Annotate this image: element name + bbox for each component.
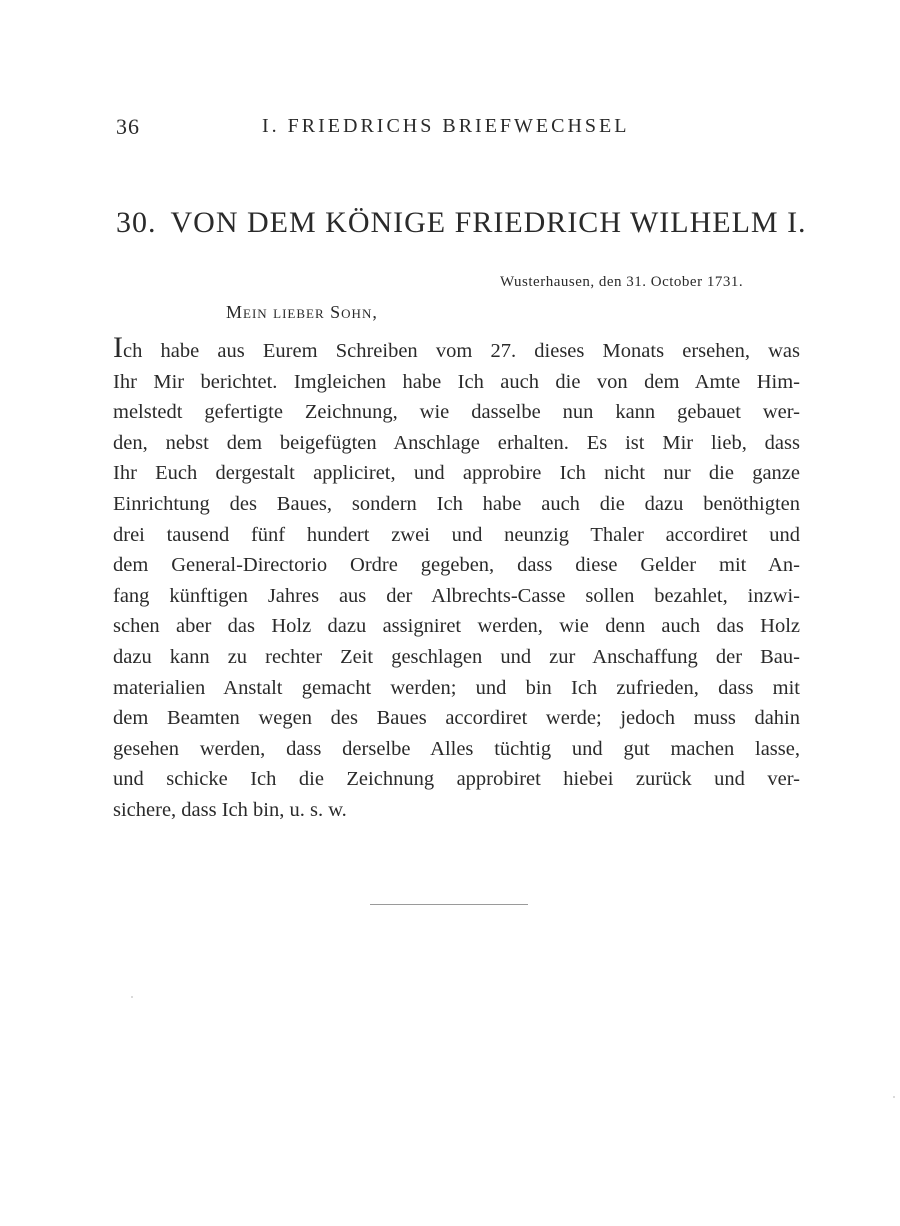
salutation: Mein lieber Sohn,	[226, 302, 378, 322]
running-head	[116, 114, 796, 146]
letter-line: dem General-Directorio Ordre gegeben, dass diese Gelder mit An-	[113, 554, 800, 577]
letter-line: den, nebst dem beigefügten Anschlage erhalten. Es ist Mir lieb, dass	[113, 431, 800, 454]
drop-initial: I	[113, 331, 123, 364]
letter-line: dazu kann zu rechter Zeit geschlagen und zur Anschaffung der Bau-	[113, 645, 800, 668]
letter-line: sichere, dass Ich bin, u. s. w.	[113, 798, 347, 821]
letter-line: Ihr Euch dergestalt appliciret, und approbire Ich nicht nur die ganze	[113, 462, 800, 485]
running-title: I. FRIEDRICHS BRIEFWECHSEL	[262, 115, 630, 137]
scan-speck	[131, 996, 133, 998]
chapter-heading	[116, 206, 816, 240]
letter-line	[113, 331, 800, 367]
letter-line: gesehen werden, dass derselbe Alles tüchtig und gut machen lasse,	[113, 737, 800, 760]
letter-line-text: ch habe aus Eurem Schreiben vom 27. dieses Monats ersehen, was	[123, 340, 800, 362]
letter-line: schen aber das Holz dazu assigniret werden, wie denn auch das Holz	[113, 615, 800, 638]
chapter-title: VON DEM KÖNIGE FRIEDRICH WILHELM I.	[170, 206, 807, 239]
chapter-number: 30.	[116, 206, 157, 239]
letter-line: Ihr Mir berichtet. Imgleichen habe Ich auch die von dem Amte Him-	[113, 370, 800, 393]
page-number: 36	[116, 114, 140, 139]
letter-line: und schicke Ich die Zeichnung approbiret hiebei zurück und ver-	[113, 768, 800, 791]
letter-line: Einrichtung des Baues, sondern Ich habe auch die dazu benöthigten	[113, 492, 800, 515]
letter-line: drei tausend fünf hundert zwei und neunzig Thaler accordiret und	[113, 523, 800, 546]
dateline: Wusterhausen, den 31. October 1731.	[500, 274, 744, 290]
letter-body	[113, 331, 800, 826]
letter-line: dem Beamten wegen des Baues accordiret werde; jedoch muss dahin	[113, 707, 800, 730]
letter-line: materialien Anstalt gemacht werden; und bin Ich zufrieden, dass mit	[113, 676, 800, 699]
scan-speck	[893, 1096, 895, 1098]
letter-line: fang künftigen Jahres aus der Albrechts-Casse sollen bezahlet, inzwi-	[113, 584, 800, 607]
closing-rule	[370, 904, 528, 905]
letter-line: melstedt gefertigte Zeichnung, wie dasselbe nun kann gebauet wer-	[113, 401, 800, 424]
